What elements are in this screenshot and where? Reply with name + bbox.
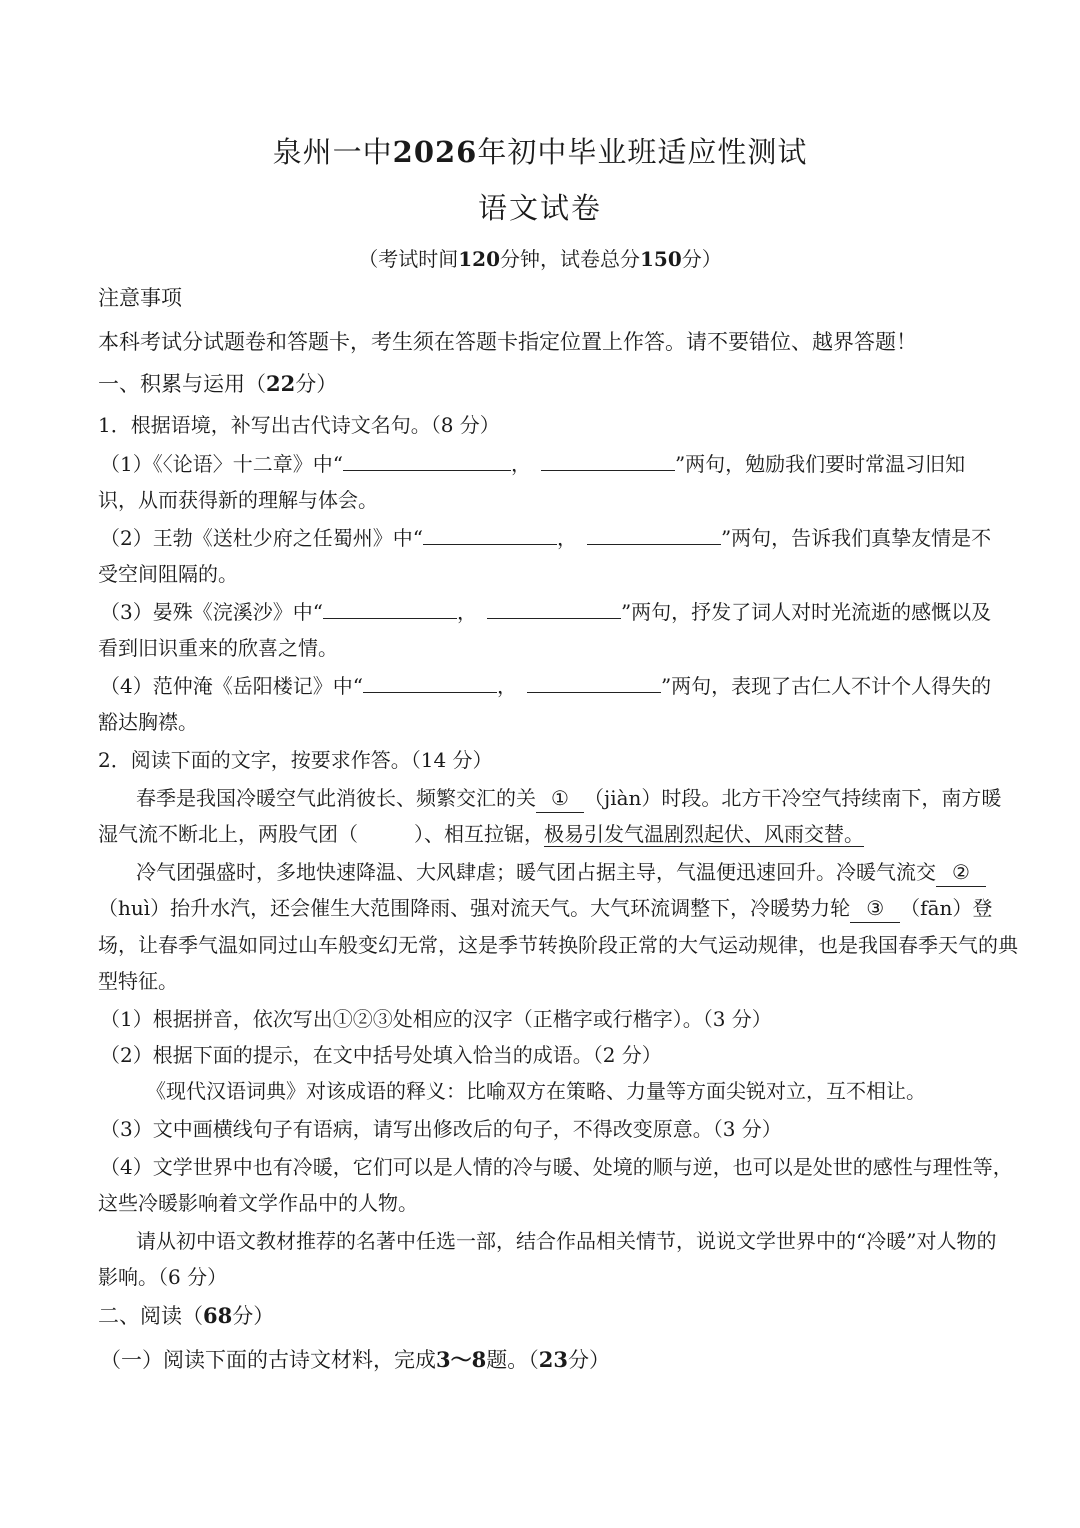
answer-blank[interactable] bbox=[423, 524, 557, 545]
item-text: （3）晏殊《浣溪沙》中“ bbox=[100, 600, 323, 624]
answer-blank[interactable] bbox=[363, 672, 497, 693]
blank-3[interactable]: ③ bbox=[850, 894, 900, 923]
title-school: 泉州一中 bbox=[272, 135, 393, 169]
item-text: （2）王勃《送杜少府之任蜀州》中“ bbox=[100, 526, 423, 550]
item-comma: ， bbox=[510, 452, 531, 476]
notice-heading: 注意事项 bbox=[98, 286, 182, 310]
item-text: ”两句，勉励我们要时常温习旧知 bbox=[674, 452, 966, 476]
item-text: ”两句，表现了古仁人不计个人得失的 bbox=[660, 674, 992, 698]
answer-blank[interactable] bbox=[587, 524, 721, 545]
exam-title bbox=[0, 130, 1080, 171]
item-comma: ， bbox=[556, 526, 577, 550]
q2-passage-line: 场，让春季气温如同过山车般变幻无常，这是季节转换阶段正常的大气运动规律，也是我国春季天气的典 bbox=[98, 933, 1018, 957]
answer-blank[interactable] bbox=[527, 672, 661, 693]
passage-text: 湿气流不断北上，两股气团（ bbox=[98, 822, 358, 846]
q2-passage-line bbox=[98, 894, 993, 923]
q1-item-3 bbox=[100, 598, 992, 626]
section2-heading bbox=[98, 1302, 983, 1330]
q2-passage-line bbox=[136, 858, 1021, 887]
q2-sub-1: （1）根据拼音，依次写出①②③处相应的汉字（正楷字或行楷字）。（3 分） bbox=[100, 1007, 772, 1031]
q2-passage-line: 型特征。 bbox=[98, 969, 178, 993]
item-text: （1）《〈论语〉十二章》中“ bbox=[100, 452, 343, 476]
q2-sub-2-hint: 《现代汉语词典》对该成语的释义：比喻双方在策略、力量等方面尖锐对立，互不相让。 bbox=[146, 1079, 926, 1103]
item-text: （4）范仲淹《岳阳楼记》中“ bbox=[100, 674, 363, 698]
q1-item-1 bbox=[100, 450, 985, 478]
title-year: 2026 bbox=[392, 135, 478, 169]
exam-subtitle: 语文试卷 bbox=[477, 191, 602, 225]
exam-info-text: 分钟，试卷总分 bbox=[500, 247, 640, 271]
item-comma: ， bbox=[456, 600, 477, 624]
q2-sub-4-task-cont: 影响。（6 分） bbox=[98, 1265, 228, 1289]
q1-item-1-cont: 识，从而获得新的理解与体会。 bbox=[98, 488, 378, 512]
section-points: 23 bbox=[538, 1347, 568, 1372]
q2-sub-2: （2）根据下面的提示，在文中括号处填入恰当的成语。（2 分） bbox=[100, 1043, 662, 1067]
q1-item-4-cont: 豁达胸襟。 bbox=[98, 710, 198, 734]
notice-text: 本科考试分试题卷和答题卡，考生须在答题卡指定位置上作答。请不要错位、越界答题！ bbox=[98, 330, 917, 354]
answer-blank[interactable] bbox=[343, 450, 511, 471]
passage-text: 春季是我国冷暖空气此消彼长、频繁交汇的关 bbox=[136, 786, 536, 810]
item-comma: ， bbox=[496, 674, 517, 698]
section-heading-text: 二、阅读（ bbox=[98, 1304, 203, 1328]
q2-sub-4: （4）文学世界中也有冷暖，它们可以是人情的冷与暖、处境的顺与逆，也可以是处世的感性与理性等， bbox=[100, 1155, 1013, 1179]
exam-time: 120 bbox=[458, 247, 500, 271]
item-text: ”两句，抒发了词人对时光流逝的感慨以及 bbox=[620, 600, 992, 624]
item-text: ”两句，告诉我们真挚友情是不 bbox=[720, 526, 992, 550]
q1-item-2-cont: 受空间阻隔的。 bbox=[98, 562, 238, 586]
passage-text: （jiàn）时段。北方干冷空气持续南下，南方暖 bbox=[584, 786, 1002, 810]
blank-2[interactable]: ② bbox=[936, 858, 986, 887]
answer-blank[interactable] bbox=[541, 450, 675, 471]
section-heading-text: 分） bbox=[232, 1304, 275, 1328]
blank-1[interactable]: ① bbox=[536, 784, 584, 813]
q2-passage-line bbox=[136, 784, 1021, 813]
sub-heading-text: 分） bbox=[567, 1348, 610, 1372]
section1-heading bbox=[98, 370, 983, 398]
passage-text: （huì）抬升水汽，还会催生大范围降雨、强对流天气。大气环流调整下，冷暖势力轮 bbox=[98, 896, 851, 920]
passage-text: ）、相互拉锯， bbox=[414, 822, 544, 846]
sub-heading-text: （一）阅读下面的古诗文材料，完成 bbox=[100, 1348, 436, 1372]
exam-info-text: 分） bbox=[681, 247, 722, 271]
section-heading-text: 一、积累与运用（ bbox=[98, 372, 266, 396]
answer-blank[interactable] bbox=[487, 598, 621, 619]
exam-info bbox=[0, 243, 1080, 272]
passage-text: 冷气团强盛时，多地快速降温、大风肆虐；暖气团占据主导，气温便迅速回升。冷暖气流交 bbox=[136, 860, 936, 884]
q2-sub-4-task: 请从初中语文教材推荐的名著中任选一部，结合作品相关情节，说说文学世界中的“冷暖”对人物的 bbox=[136, 1229, 997, 1253]
q1-item-4 bbox=[100, 672, 992, 700]
underlined-sentence: 极易引发气温剧烈起伏、风雨交替。 bbox=[544, 822, 864, 846]
q1-item-2 bbox=[100, 524, 992, 552]
question-range: 3～8 bbox=[436, 1347, 487, 1372]
title-rest: 年初中毕业班适应性测试 bbox=[477, 135, 808, 169]
section2-sub-heading bbox=[100, 1346, 985, 1374]
sub-heading-text: 题。（ bbox=[486, 1348, 539, 1372]
section-points: 22 bbox=[266, 371, 296, 396]
section-points: 68 bbox=[203, 1303, 233, 1328]
exam-info-text: （考试时间 bbox=[358, 247, 459, 271]
exam-total: 150 bbox=[640, 247, 682, 271]
answer-blank[interactable] bbox=[323, 598, 457, 619]
q2-stem: 2．阅读下面的文字，按要求作答。（14 分） bbox=[98, 748, 493, 772]
q2-sub-4-cont: 这些冷暖影响着文学作品中的人物。 bbox=[98, 1191, 418, 1215]
passage-text: （fān）登 bbox=[900, 896, 993, 920]
q2-sub-3: （3）文中画横线句子有语病，请写出修改后的句子，不得改变原意。（3 分） bbox=[100, 1117, 782, 1141]
q2-passage-line bbox=[98, 820, 983, 848]
q1-item-3-cont: 看到旧识重来的欣喜之情。 bbox=[98, 636, 338, 660]
section-heading-text: 分） bbox=[295, 372, 338, 396]
q1-stem: 1．根据语境，补写出古代诗文名句。（8 分） bbox=[98, 413, 500, 437]
